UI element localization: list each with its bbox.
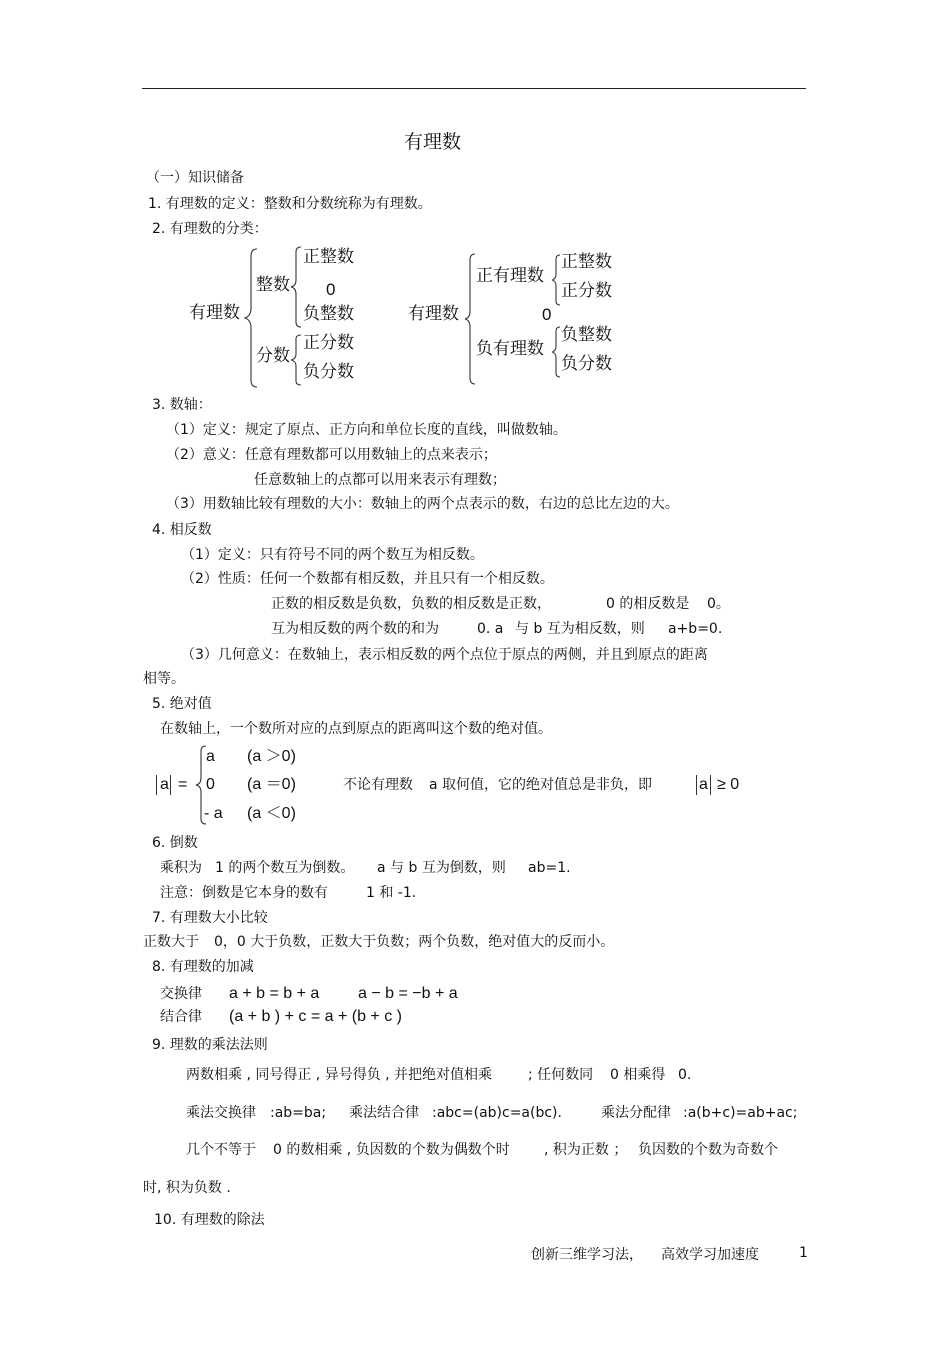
class-zero-right: 0 [542,305,552,324]
item-9-1b: ; 任何数同 [528,1067,594,1083]
item-3-2a: （2）意义：任意有理数都可以用数轴上的点来表示； [166,447,497,463]
item-5-1: 在数轴上，一个数所对应的点到原点的距离叫这个数的绝对值。 [160,721,552,737]
item-4-2b3: 0。 [707,596,730,612]
abs-case3-value: - a [204,805,223,822]
page-title: 有理数 [404,131,462,153]
item-4-2b2: 0 的相反数是 [606,596,690,612]
item-8-associative-formula: (a + b ) + c = a + (b + c ) [229,1008,402,1025]
item-8: 8. 有理数的加减 [152,959,254,975]
class-pos-frac: 正分数 [303,333,354,353]
item-4-2c4: a+b=0. [668,621,723,637]
class-r-pos-frac: 正分数 [561,281,612,301]
item-1: 1. 有理数的定义：整数和分数统称为有理数。 [148,196,432,212]
item-8-commutative-formula-1: a + b = b + a [229,985,320,1002]
item-4-2c2: 0. a [477,621,504,637]
item-3-3: （3）用数轴比较有理数的大小：数轴上的两个点表示的数，右边的总比左边的大。 [166,496,679,512]
item-6: 6. 倒数 [152,835,198,851]
footer-slogan-1: 创新三维学习法， [531,1247,643,1263]
item-5: 5. 绝对值 [152,696,212,712]
abs-case1-value: a [206,748,215,765]
item-6-1c: a 与 b 互为倒数，则 [377,860,506,876]
item-9-1c: 0 相乘得 [610,1067,666,1083]
brace-fraction [289,334,303,386]
class-r-neg-int: 负整数 [561,325,612,345]
item-7: 7. 有理数大小比较 [152,910,268,926]
item-4-2c1: 互为相反数的两个数的和为 [271,621,439,637]
item-4-2: （2）性质：任何一个数都有相反数，并且只有一个相反数。 [181,571,554,587]
abs-equals: = [178,776,188,793]
abs-bar-left-2 [170,775,171,795]
item-9-1a: 两数相乘 , 同号得正 , 异号得负 , 并把绝对值相乘 [186,1067,493,1083]
item-9-3e: 时, 积为负数 . [143,1180,231,1196]
class-pos-int: 正整数 [303,247,354,267]
class-fraction: 分数 [256,346,290,366]
item-2: 2. 有理数的分类： [152,221,268,237]
item-4-1: （1）定义：只有符号不同的两个数互为相反数。 [181,547,484,563]
item-4-3a: （3）几何意义：在数轴上，表示相反数的两个点位于原点的两侧，并且到原点的距离 [181,647,708,663]
class-neg-rat: 负有理数 [476,339,544,359]
item-8-associative-label: 结合律 [160,1009,202,1025]
brace-left-root [243,248,259,388]
abs-remark-b: a 取何值，它的绝对值总是非负，即 [429,777,653,793]
header-rule [142,88,806,89]
item-4: 4. 相反数 [152,522,212,538]
abs-lhs-var: a [160,776,169,793]
item-9-2a: 乘法交换律 [186,1105,256,1121]
brace-integer [289,246,303,328]
item-7-1a: 正数大于 [143,934,199,950]
item-9-2d: :abc=(ab)c=a(bc). [432,1105,562,1121]
abs-bar-left-1 [156,775,157,795]
item-10: 10. 有理数的除法 [154,1212,265,1228]
item-9-1d: 0. [678,1067,692,1083]
abs-case3-condition: (a ＜0) [247,805,296,822]
item-4-2b1: 正数的相反数是负数，负数的相反数是正数， [271,596,551,612]
abs-rhs-bar-2 [710,775,711,795]
item-6-1a: 乘积为 [160,860,202,876]
class-integer: 整数 [256,275,290,295]
abs-rhs-inequality: ≥ 0 [717,776,740,793]
item-4-3b: 相等。 [143,671,185,687]
class-neg-frac: 负分数 [303,362,354,382]
item-6-2a: 注意：倒数是它本身的数有 [160,885,328,901]
class-r-pos-int: 正整数 [561,252,612,272]
item-9-3b: 0 的数相乘 , 负因数的个数为偶数个时 [273,1142,510,1158]
item-4-2c3: 与 b 互为相反数，则 [515,621,645,637]
abs-rhs-var: a [699,776,708,793]
class-pos-rat: 正有理数 [476,266,544,286]
item-9-2b: :ab=ba; [270,1105,327,1121]
item-9-2c: 乘法结合律 [349,1105,419,1121]
item-3-2b: 任意数轴上的点都可以用来表示有理数； [254,472,506,488]
brace-right-root [463,253,477,385]
item-3-1: （1）定义：规定了原点、正方向和单位长度的直线，叫做数轴。 [166,422,567,438]
class-r-neg-frac: 负分数 [561,354,612,374]
item-9-3c: , 积为正数 ； [544,1142,628,1158]
item-6-2b: 1 和 -1. [366,885,417,901]
item-7-1b: 0，0 大于负数，正数大于负数；两个负数，绝对值大的反而小。 [214,934,615,950]
class-neg-int: 负整数 [303,304,354,324]
item-8-commutative-formula-2: a − b = −b + a [358,985,458,1002]
item-9-3d: 负因数的个数为奇数个 [638,1142,778,1158]
footer-slogan-2: 高效学习加速度 [661,1247,759,1263]
abs-case2-value: 0 [206,776,215,793]
class-zero-left: 0 [326,280,336,299]
abs-case1-condition: (a ＞0) [247,748,296,765]
abs-rhs-bar-1 [696,775,697,795]
class-root-left: 有理数 [189,303,240,323]
class-root-right: 有理数 [408,304,459,324]
item-9-2e: 乘法分配律 [601,1105,671,1121]
abs-remark-a: 不论有理数 [343,777,413,793]
page-number: 1 [799,1245,808,1261]
item-3: 3. 数轴： [152,397,212,413]
item-8-commutative-label: 交换律 [160,986,202,1002]
abs-case2-condition: (a ＝0) [247,776,296,793]
item-9: 9. 理数的乘法法则 [152,1037,268,1053]
item-6-1d: ab=1. [528,860,571,876]
item-9-3a: 几个不等于 [186,1142,256,1158]
item-9-2f: :a(b+c)=ab+ac; [683,1105,798,1121]
section-heading: （一）知识储备 [146,170,244,186]
item-6-1b: 1 的两个数互为倒数。 [215,860,355,876]
